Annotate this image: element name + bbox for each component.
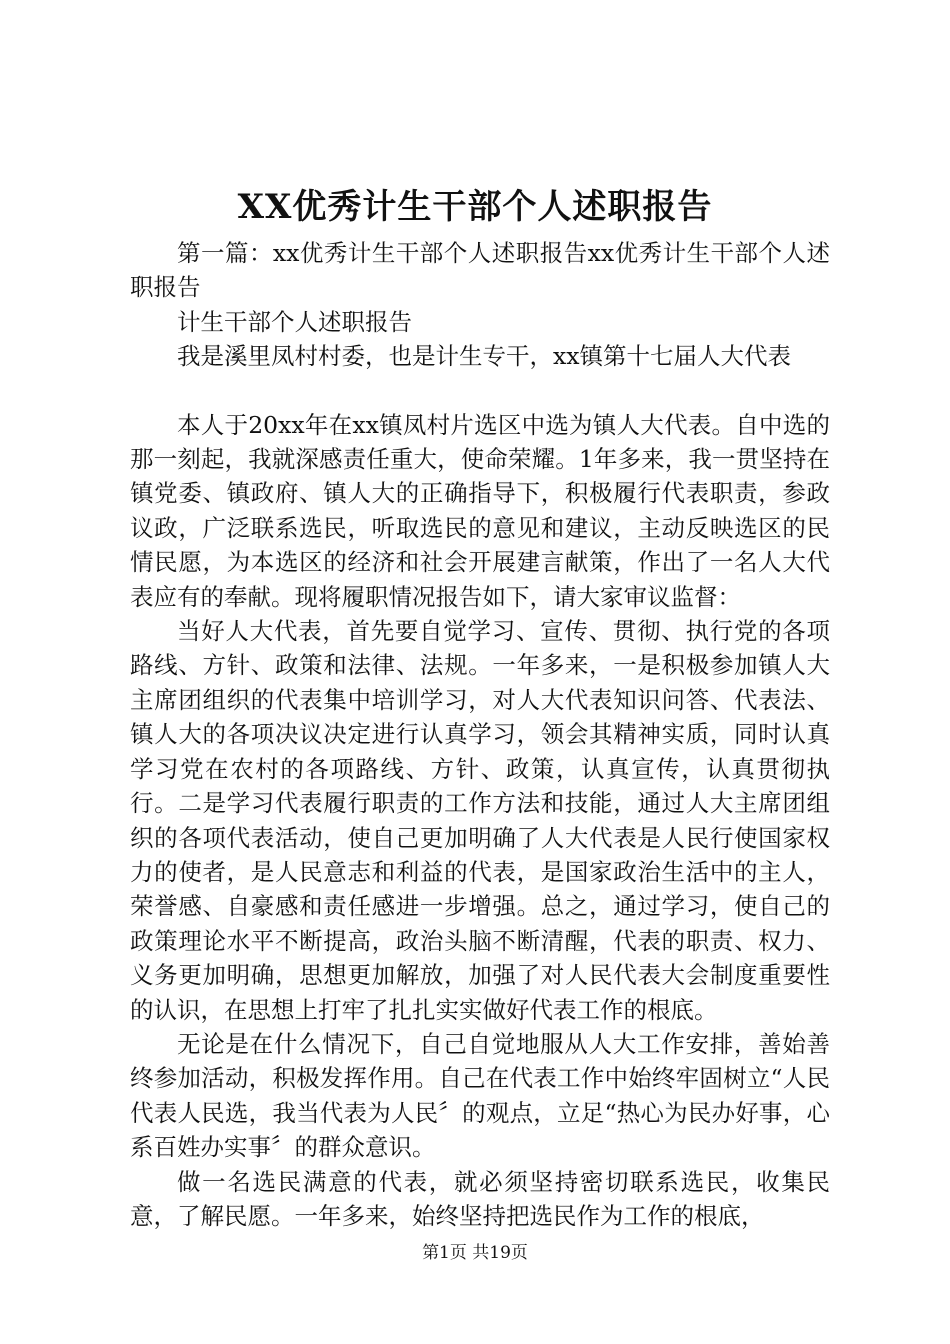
- page-number-footer: 第1页 共19页: [422, 1243, 528, 1263]
- paragraph-study: 当好人大代表，首先要自觉学习、宣传、贯彻、执行党的各项路线、方针、政策和法律、法规。一年多来，一是积极参加镇人大主席团组织的代表集中培训学习，对人大代表知识问答、代表法、镇人大的各项决议决定进行认真学习，领会其精神实质，同时认真学习党在农村的各项路线、方针、政策，认真宣传，认真贯彻执行。二是学习代表履行职责的工作方法和技能，通过人大主席团组织的各项代表活动，使自己更加明确了人大代表是人民行使国家权力的使者，是人民意志和利益的代表，是国家政治生活中的主人，荣誉感、自豪感和责任感进一步增强。总之，通过学习，使自己的政策理论水平不断提高，政治头脑不断清醒，代表的职责、权力、义务更加明确，思想更加解放，加强了对人民代表大会制度重要性的认识，在思想上打牢了扎扎实实做好代表工作的根底。: [130, 617, 830, 1024]
- paragraph-election: 本人于20xx年在xx镇凤村片选区中选为镇人大代表。自中选的那一刻起，我就深感责任重大，使命荣耀。1年多来，我一贯坚持在镇党委、镇政府、镇人大的正确指导下，积极履行代表职责，参政议政，广泛联系选民，听取选民的意见和建议，主动反映选区的民情民愿，为本选区的经济和社会开展建言献策，作出了一名人大代表应有的奉献。现将履职情况报告如下，请大家审议监督：: [130, 410, 830, 611]
- paragraph-intro: 第一篇：xx优秀计生干部个人述职报告xx优秀计生干部个人述职报告: [130, 239, 830, 302]
- document-body: [130, 236, 830, 1233]
- paragraph-self-introduction: 我是溪里凤村村委，也是计生专干，xx镇第十七届人大代表: [177, 342, 792, 371]
- paragraph-contact-voters: 做一名选民满意的代表，就必须坚持密切联系选民，收集民意，了解民愿。一年多来，始终坚持把选民作为工作的根底，: [130, 1167, 830, 1230]
- document-title: XX优秀计生干部个人述职报告: [237, 187, 713, 227]
- paragraph-participation: 无论是在什么情况下，自己自觉地服从人大工作安排，善始善终参加活动，积极发挥作用。自己在代表工作中始终牢固树立“人民代表人民选，我当代表为人民〞的观点，立足“热心为民办好事，心系百姓办实事〞的群众意识。: [130, 1029, 830, 1162]
- paragraph-subtitle: 计生干部个人述职报告: [177, 307, 412, 336]
